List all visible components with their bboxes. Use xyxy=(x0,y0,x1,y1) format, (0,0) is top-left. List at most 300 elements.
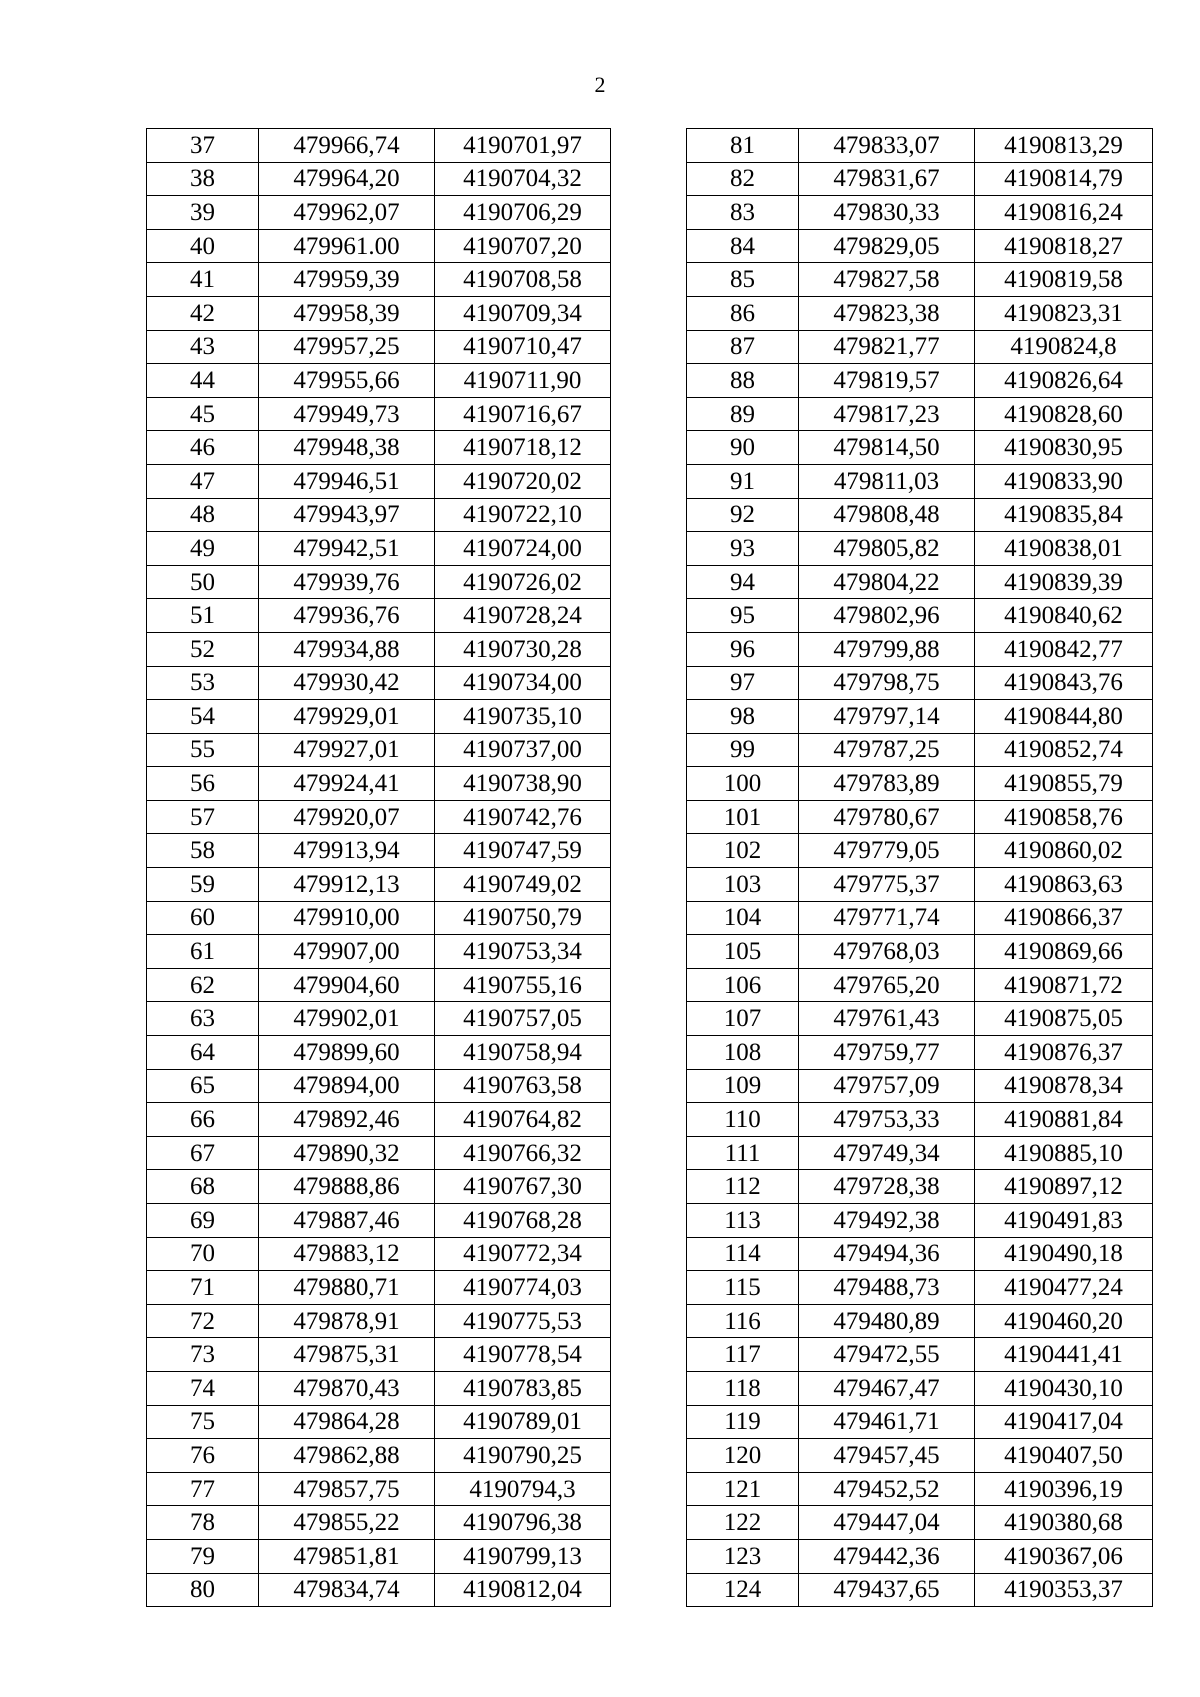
x-coordinate-cell: 479461,71 xyxy=(799,1405,975,1439)
table-row xyxy=(147,1136,611,1170)
point-number-cell: 96 xyxy=(687,632,799,666)
table-row xyxy=(687,1170,1153,1204)
table-row xyxy=(687,1103,1153,1137)
x-coordinate-cell: 479930,42 xyxy=(259,666,435,700)
y-coordinate-cell: 4190778,54 xyxy=(435,1338,611,1372)
x-coordinate-cell: 479851,81 xyxy=(259,1539,435,1573)
y-coordinate-cell: 4190367,06 xyxy=(975,1539,1153,1573)
point-number-cell: 77 xyxy=(147,1472,259,1506)
point-number-cell: 88 xyxy=(687,364,799,398)
point-number-cell: 87 xyxy=(687,330,799,364)
x-coordinate-cell: 479492,38 xyxy=(799,1204,975,1238)
y-coordinate-cell: 4190869,66 xyxy=(975,935,1153,969)
point-number-cell: 90 xyxy=(687,431,799,465)
x-coordinate-cell: 479829,05 xyxy=(799,229,975,263)
table-row xyxy=(687,296,1153,330)
y-coordinate-cell: 4190835,84 xyxy=(975,498,1153,532)
table-row xyxy=(687,632,1153,666)
y-coordinate-cell: 4190353,37 xyxy=(975,1573,1153,1607)
point-number-cell: 66 xyxy=(147,1103,259,1137)
y-coordinate-cell: 4190380,68 xyxy=(975,1506,1153,1540)
table-row xyxy=(147,1103,611,1137)
table-row xyxy=(147,431,611,465)
table-row xyxy=(147,1472,611,1506)
table-row xyxy=(147,901,611,935)
y-coordinate-cell: 4190711,90 xyxy=(435,364,611,398)
table-row xyxy=(687,1338,1153,1372)
x-coordinate-cell: 479857,75 xyxy=(259,1472,435,1506)
table-row xyxy=(147,364,611,398)
point-number-cell: 85 xyxy=(687,263,799,297)
x-coordinate-cell: 479437,65 xyxy=(799,1573,975,1607)
table-row xyxy=(687,834,1153,868)
y-coordinate-cell: 4190858,76 xyxy=(975,800,1153,834)
x-coordinate-cell: 479934,88 xyxy=(259,632,435,666)
table-row xyxy=(687,733,1153,767)
table-row xyxy=(147,733,611,767)
x-coordinate-cell: 479831,67 xyxy=(799,162,975,196)
table-row xyxy=(687,1405,1153,1439)
y-coordinate-cell: 4190852,74 xyxy=(975,733,1153,767)
y-coordinate-cell: 4190840,62 xyxy=(975,599,1153,633)
point-number-cell: 107 xyxy=(687,1002,799,1036)
table-row xyxy=(147,968,611,1002)
table-row xyxy=(687,1506,1153,1540)
x-coordinate-cell: 479894,00 xyxy=(259,1069,435,1103)
point-number-cell: 47 xyxy=(147,464,259,498)
x-coordinate-cell: 479757,09 xyxy=(799,1069,975,1103)
y-coordinate-cell: 4190396,19 xyxy=(975,1472,1153,1506)
x-coordinate-cell: 479912,13 xyxy=(259,868,435,902)
point-number-cell: 58 xyxy=(147,834,259,868)
point-number-cell: 108 xyxy=(687,1036,799,1070)
table-row xyxy=(687,464,1153,498)
x-coordinate-cell: 479821,77 xyxy=(799,330,975,364)
table-row xyxy=(147,868,611,902)
y-coordinate-cell: 4190799,13 xyxy=(435,1539,611,1573)
table-row xyxy=(687,1204,1153,1238)
x-coordinate-cell: 479783,89 xyxy=(799,767,975,801)
x-coordinate-cell: 479864,28 xyxy=(259,1405,435,1439)
y-coordinate-cell: 4190718,12 xyxy=(435,431,611,465)
table-row xyxy=(147,767,611,801)
x-coordinate-cell: 479870,43 xyxy=(259,1371,435,1405)
point-number-cell: 53 xyxy=(147,666,259,700)
y-coordinate-cell: 4190794,3 xyxy=(435,1472,611,1506)
point-number-cell: 70 xyxy=(147,1237,259,1271)
point-number-cell: 106 xyxy=(687,968,799,1002)
point-number-cell: 115 xyxy=(687,1271,799,1305)
point-number-cell: 104 xyxy=(687,901,799,935)
x-coordinate-cell: 479899,60 xyxy=(259,1036,435,1070)
point-number-cell: 91 xyxy=(687,464,799,498)
y-coordinate-cell: 4190735,10 xyxy=(435,700,611,734)
x-coordinate-cell: 479964,20 xyxy=(259,162,435,196)
x-coordinate-cell: 479892,46 xyxy=(259,1103,435,1137)
x-coordinate-cell: 479467,47 xyxy=(799,1371,975,1405)
y-coordinate-cell: 4190833,90 xyxy=(975,464,1153,498)
point-number-cell: 81 xyxy=(687,129,799,163)
x-coordinate-cell: 479943,97 xyxy=(259,498,435,532)
x-coordinate-cell: 479939,76 xyxy=(259,565,435,599)
y-coordinate-cell: 4190842,77 xyxy=(975,632,1153,666)
x-coordinate-cell: 479805,82 xyxy=(799,532,975,566)
table-row xyxy=(147,1204,611,1238)
x-coordinate-cell: 479887,46 xyxy=(259,1204,435,1238)
point-number-cell: 114 xyxy=(687,1237,799,1271)
table-row xyxy=(147,1036,611,1070)
table-row xyxy=(147,296,611,330)
point-number-cell: 124 xyxy=(687,1573,799,1607)
point-number-cell: 98 xyxy=(687,700,799,734)
point-number-cell: 116 xyxy=(687,1304,799,1338)
y-coordinate-cell: 4190750,79 xyxy=(435,901,611,935)
x-coordinate-cell: 479920,07 xyxy=(259,800,435,834)
point-number-cell: 120 xyxy=(687,1439,799,1473)
table-row xyxy=(147,632,611,666)
point-number-cell: 63 xyxy=(147,1002,259,1036)
point-number-cell: 61 xyxy=(147,935,259,969)
y-coordinate-cell: 4190707,20 xyxy=(435,229,611,263)
x-coordinate-cell: 479955,66 xyxy=(259,364,435,398)
y-coordinate-cell: 4190796,38 xyxy=(435,1506,611,1540)
x-coordinate-cell: 479811,03 xyxy=(799,464,975,498)
table-row xyxy=(147,1539,611,1573)
y-coordinate-cell: 4190885,10 xyxy=(975,1136,1153,1170)
table-row xyxy=(147,700,611,734)
point-number-cell: 55 xyxy=(147,733,259,767)
y-coordinate-cell: 4190738,90 xyxy=(435,767,611,801)
table-row xyxy=(147,1405,611,1439)
table-row xyxy=(687,1439,1153,1473)
table-row xyxy=(687,800,1153,834)
page-number: 2 xyxy=(594,72,606,97)
x-coordinate-cell: 479890,32 xyxy=(259,1136,435,1170)
table-row xyxy=(687,162,1153,196)
y-coordinate-cell: 4190755,16 xyxy=(435,968,611,1002)
x-coordinate-cell: 479958,39 xyxy=(259,296,435,330)
table-row xyxy=(687,364,1153,398)
x-coordinate-cell: 479759,77 xyxy=(799,1036,975,1070)
y-coordinate-cell: 4190417,04 xyxy=(975,1405,1153,1439)
table-row xyxy=(687,1271,1153,1305)
x-coordinate-cell: 479761,43 xyxy=(799,1002,975,1036)
point-number-cell: 121 xyxy=(687,1472,799,1506)
point-number-cell: 118 xyxy=(687,1371,799,1405)
y-coordinate-cell: 4190441,41 xyxy=(975,1338,1153,1372)
x-coordinate-cell: 479817,23 xyxy=(799,397,975,431)
x-coordinate-cell: 479765,20 xyxy=(799,968,975,1002)
x-coordinate-cell: 479834,74 xyxy=(259,1573,435,1607)
table-row xyxy=(687,397,1153,431)
table-row xyxy=(687,700,1153,734)
y-coordinate-cell: 4190768,28 xyxy=(435,1204,611,1238)
x-coordinate-cell: 479948,38 xyxy=(259,431,435,465)
point-number-cell: 60 xyxy=(147,901,259,935)
point-number-cell: 44 xyxy=(147,364,259,398)
x-coordinate-cell: 479494,36 xyxy=(799,1237,975,1271)
table-row xyxy=(147,565,611,599)
y-coordinate-cell: 4190724,00 xyxy=(435,532,611,566)
point-number-cell: 105 xyxy=(687,935,799,969)
table-row xyxy=(687,901,1153,935)
y-coordinate-cell: 4190734,00 xyxy=(435,666,611,700)
x-coordinate-cell: 479480,89 xyxy=(799,1304,975,1338)
y-coordinate-cell: 4190814,79 xyxy=(975,162,1153,196)
x-coordinate-cell: 479962,07 xyxy=(259,196,435,230)
x-coordinate-cell: 479749,34 xyxy=(799,1136,975,1170)
point-number-cell: 95 xyxy=(687,599,799,633)
y-coordinate-cell: 4190823,31 xyxy=(975,296,1153,330)
point-number-cell: 73 xyxy=(147,1338,259,1372)
table-row xyxy=(147,129,611,163)
table-row xyxy=(147,532,611,566)
y-coordinate-cell: 4190726,02 xyxy=(435,565,611,599)
y-coordinate-cell: 4190789,01 xyxy=(435,1405,611,1439)
x-coordinate-cell: 479819,57 xyxy=(799,364,975,398)
x-coordinate-cell: 479927,01 xyxy=(259,733,435,767)
x-coordinate-cell: 479936,76 xyxy=(259,599,435,633)
point-number-cell: 69 xyxy=(147,1204,259,1238)
table-row xyxy=(147,1573,611,1607)
y-coordinate-cell: 4190710,47 xyxy=(435,330,611,364)
point-number-cell: 78 xyxy=(147,1506,259,1540)
x-coordinate-cell: 479787,25 xyxy=(799,733,975,767)
x-coordinate-cell: 479946,51 xyxy=(259,464,435,498)
x-coordinate-cell: 479949,73 xyxy=(259,397,435,431)
point-number-cell: 93 xyxy=(687,532,799,566)
y-coordinate-cell: 4190790,25 xyxy=(435,1439,611,1473)
table-row xyxy=(147,1506,611,1540)
x-coordinate-cell: 479875,31 xyxy=(259,1338,435,1372)
y-coordinate-cell: 4190772,34 xyxy=(435,1237,611,1271)
point-number-cell: 38 xyxy=(147,162,259,196)
table-row xyxy=(147,464,611,498)
y-coordinate-cell: 4190460,20 xyxy=(975,1304,1153,1338)
point-number-cell: 42 xyxy=(147,296,259,330)
y-coordinate-cell: 4190897,12 xyxy=(975,1170,1153,1204)
x-coordinate-cell: 479488,73 xyxy=(799,1271,975,1305)
point-number-cell: 39 xyxy=(147,196,259,230)
table-row xyxy=(687,666,1153,700)
point-number-cell: 46 xyxy=(147,431,259,465)
x-coordinate-cell: 479924,41 xyxy=(259,767,435,801)
point-number-cell: 122 xyxy=(687,1506,799,1540)
x-coordinate-cell: 479862,88 xyxy=(259,1439,435,1473)
y-coordinate-cell: 4190728,24 xyxy=(435,599,611,633)
table-row xyxy=(687,935,1153,969)
x-coordinate-cell: 479827,58 xyxy=(799,263,975,297)
y-coordinate-cell: 4190767,30 xyxy=(435,1170,611,1204)
table-row xyxy=(687,599,1153,633)
table-row xyxy=(687,498,1153,532)
point-number-cell: 64 xyxy=(147,1036,259,1070)
y-coordinate-cell: 4190816,24 xyxy=(975,196,1153,230)
y-coordinate-cell: 4190701,97 xyxy=(435,129,611,163)
y-coordinate-cell: 4190812,04 xyxy=(435,1573,611,1607)
table-row xyxy=(687,1539,1153,1573)
x-coordinate-cell: 479929,01 xyxy=(259,700,435,734)
table-row xyxy=(147,1170,611,1204)
x-coordinate-cell: 479442,36 xyxy=(799,1539,975,1573)
point-number-cell: 79 xyxy=(147,1539,259,1573)
y-coordinate-cell: 4190766,32 xyxy=(435,1136,611,1170)
point-number-cell: 80 xyxy=(147,1573,259,1607)
y-coordinate-cell: 4190764,82 xyxy=(435,1103,611,1137)
y-coordinate-cell: 4190866,37 xyxy=(975,901,1153,935)
x-coordinate-cell: 479913,94 xyxy=(259,834,435,868)
x-coordinate-cell: 479904,60 xyxy=(259,968,435,1002)
y-coordinate-cell: 4190749,02 xyxy=(435,868,611,902)
x-coordinate-cell: 479728,38 xyxy=(799,1170,975,1204)
y-coordinate-cell: 4190818,27 xyxy=(975,229,1153,263)
table-row xyxy=(687,196,1153,230)
x-coordinate-cell: 479814,50 xyxy=(799,431,975,465)
y-coordinate-cell: 4190722,10 xyxy=(435,498,611,532)
x-coordinate-cell: 479799,88 xyxy=(799,632,975,666)
table-row xyxy=(687,767,1153,801)
point-number-cell: 101 xyxy=(687,800,799,834)
x-coordinate-cell: 479768,03 xyxy=(799,935,975,969)
table-row xyxy=(687,263,1153,297)
table-row xyxy=(687,1573,1153,1607)
point-number-cell: 75 xyxy=(147,1405,259,1439)
point-number-cell: 57 xyxy=(147,800,259,834)
y-coordinate-cell: 4190757,05 xyxy=(435,1002,611,1036)
y-coordinate-cell: 4190844,80 xyxy=(975,700,1153,734)
table-row xyxy=(147,229,611,263)
x-coordinate-cell: 479830,33 xyxy=(799,196,975,230)
y-coordinate-cell: 4190876,37 xyxy=(975,1036,1153,1070)
point-number-cell: 97 xyxy=(687,666,799,700)
point-number-cell: 74 xyxy=(147,1371,259,1405)
point-number-cell: 40 xyxy=(147,229,259,263)
point-number-cell: 102 xyxy=(687,834,799,868)
y-coordinate-cell: 4190863,63 xyxy=(975,868,1153,902)
table-row xyxy=(687,1002,1153,1036)
table-row xyxy=(147,1271,611,1305)
x-coordinate-cell: 479966,74 xyxy=(259,129,435,163)
point-number-cell: 45 xyxy=(147,397,259,431)
y-coordinate-cell: 4190813,29 xyxy=(975,129,1153,163)
x-coordinate-cell: 479907,00 xyxy=(259,935,435,969)
y-coordinate-cell: 4190878,34 xyxy=(975,1069,1153,1103)
point-number-cell: 62 xyxy=(147,968,259,1002)
table-row xyxy=(687,330,1153,364)
x-coordinate-cell: 479823,38 xyxy=(799,296,975,330)
point-number-cell: 51 xyxy=(147,599,259,633)
point-number-cell: 113 xyxy=(687,1204,799,1238)
x-coordinate-cell: 479447,04 xyxy=(799,1506,975,1540)
point-number-cell: 99 xyxy=(687,733,799,767)
point-number-cell: 117 xyxy=(687,1338,799,1372)
y-coordinate-cell: 4190826,64 xyxy=(975,364,1153,398)
point-number-cell: 110 xyxy=(687,1103,799,1137)
y-coordinate-cell: 4190775,53 xyxy=(435,1304,611,1338)
table-row xyxy=(147,1002,611,1036)
x-coordinate-cell: 479457,45 xyxy=(799,1439,975,1473)
y-coordinate-cell: 4190763,58 xyxy=(435,1069,611,1103)
x-coordinate-cell: 479961.00 xyxy=(259,229,435,263)
table-row xyxy=(687,532,1153,566)
point-number-cell: 65 xyxy=(147,1069,259,1103)
table-row xyxy=(147,162,611,196)
y-coordinate-cell: 4190742,76 xyxy=(435,800,611,834)
point-number-cell: 109 xyxy=(687,1069,799,1103)
point-number-cell: 86 xyxy=(687,296,799,330)
x-coordinate-cell: 479942,51 xyxy=(259,532,435,566)
y-coordinate-cell: 4190828,60 xyxy=(975,397,1153,431)
x-coordinate-cell: 479798,75 xyxy=(799,666,975,700)
y-coordinate-cell: 4190838,01 xyxy=(975,532,1153,566)
point-number-cell: 43 xyxy=(147,330,259,364)
y-coordinate-cell: 4190491,83 xyxy=(975,1204,1153,1238)
point-number-cell: 50 xyxy=(147,565,259,599)
x-coordinate-cell: 479797,14 xyxy=(799,700,975,734)
table-row xyxy=(147,263,611,297)
y-coordinate-cell: 4190871,72 xyxy=(975,968,1153,1002)
table-row xyxy=(147,196,611,230)
y-coordinate-cell: 4190737,00 xyxy=(435,733,611,767)
x-coordinate-cell: 479888,86 xyxy=(259,1170,435,1204)
point-number-cell: 83 xyxy=(687,196,799,230)
point-number-cell: 54 xyxy=(147,700,259,734)
table-row xyxy=(147,935,611,969)
table-row xyxy=(147,800,611,834)
table-row xyxy=(147,498,611,532)
point-number-cell: 119 xyxy=(687,1405,799,1439)
table-row xyxy=(687,1069,1153,1103)
table-row xyxy=(687,129,1153,163)
x-coordinate-cell: 479779,05 xyxy=(799,834,975,868)
x-coordinate-cell: 479855,22 xyxy=(259,1506,435,1540)
table-row xyxy=(687,1371,1153,1405)
point-number-cell: 123 xyxy=(687,1539,799,1573)
table-row xyxy=(147,1069,611,1103)
y-coordinate-cell: 4190706,29 xyxy=(435,196,611,230)
y-coordinate-cell: 4190407,50 xyxy=(975,1439,1153,1473)
point-number-cell: 71 xyxy=(147,1271,259,1305)
x-coordinate-cell: 479957,25 xyxy=(259,330,435,364)
x-coordinate-cell: 479833,07 xyxy=(799,129,975,163)
x-coordinate-cell: 479775,37 xyxy=(799,868,975,902)
y-coordinate-cell: 4190477,24 xyxy=(975,1271,1153,1305)
y-coordinate-cell: 4190716,67 xyxy=(435,397,611,431)
table-row xyxy=(687,1472,1153,1506)
y-coordinate-cell: 4190875,05 xyxy=(975,1002,1153,1036)
point-number-cell: 48 xyxy=(147,498,259,532)
y-coordinate-cell: 4190855,79 xyxy=(975,767,1153,801)
x-coordinate-cell: 479780,67 xyxy=(799,800,975,834)
point-number-cell: 94 xyxy=(687,565,799,599)
table-body xyxy=(687,129,1153,1607)
x-coordinate-cell: 479878,91 xyxy=(259,1304,435,1338)
table-row xyxy=(687,1237,1153,1271)
y-coordinate-cell: 4190753,34 xyxy=(435,935,611,969)
point-number-cell: 92 xyxy=(687,498,799,532)
point-number-cell: 112 xyxy=(687,1170,799,1204)
y-coordinate-cell: 4190490,18 xyxy=(975,1237,1153,1271)
table-row xyxy=(687,431,1153,465)
y-coordinate-cell: 4190430,10 xyxy=(975,1371,1153,1405)
point-number-cell: 100 xyxy=(687,767,799,801)
point-number-cell: 56 xyxy=(147,767,259,801)
table-row xyxy=(147,1304,611,1338)
table-row xyxy=(687,1136,1153,1170)
table-row xyxy=(147,1237,611,1271)
y-coordinate-cell: 4190747,59 xyxy=(435,834,611,868)
point-number-cell: 41 xyxy=(147,263,259,297)
